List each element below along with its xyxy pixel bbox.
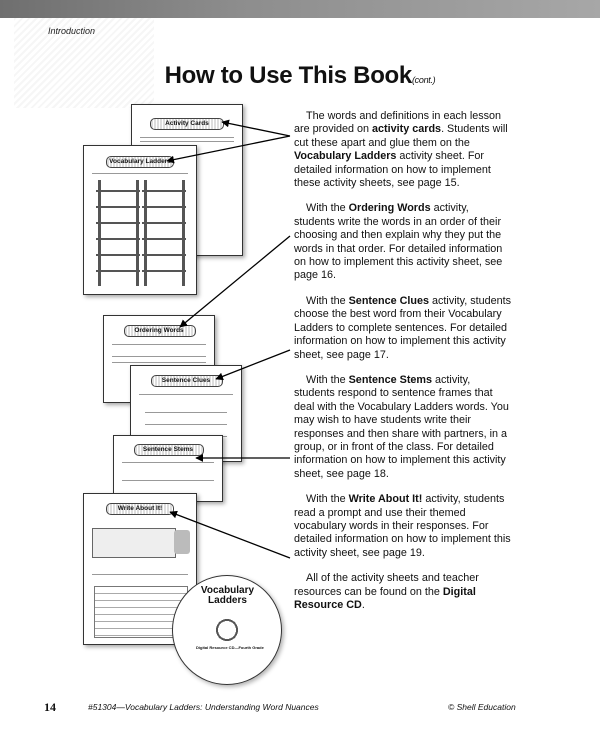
section-tag: Introduction — [48, 26, 96, 36]
sentence-clues-title: Sentence Clues — [161, 377, 211, 384]
ordering-words-title: Ordering Words — [134, 327, 184, 334]
paragraph-write-about: With the Write About It! activity, students read a prompt and use their themed vocabulary words in their responses. For detailed information on how to implement this activity sheet, see page 19. — [294, 493, 511, 559]
paragraph-ordering-words: With the Ordering Words activity, students write the words in an order of their choosing and then explain why they put the words in that order. For detailed information on how to implement this activity sheet, see page 16. — [294, 202, 503, 282]
footer-book-title: #51304—Vocabulary Ladders: Understanding Word Nuances — [88, 702, 319, 712]
title-cont: (cont.) — [411, 75, 436, 85]
arrow-write-about — [170, 512, 290, 558]
write-about-title: Write About It! — [117, 505, 163, 512]
page-number: 14 — [44, 700, 56, 714]
footer-publisher: © Shell Education — [448, 702, 516, 712]
title-main: How to Use This Book — [164, 62, 412, 89]
activity-cards-title: Activity Cards — [165, 120, 209, 127]
cd-subtitle: Digital Resource CD—Fourth Grade — [196, 645, 264, 650]
paragraph-digital-cd: All of the activity sheets and teacher resources can be found on the Digital Resource CD. — [294, 572, 479, 611]
body-text — [294, 110, 512, 624]
paragraph-sentence-clues: With the Sentence Clues activity, students choose the best word from their Vocabulary Ladders to complete sentences. For detailed information on how to implement this activity sheet, see page 17. — [294, 294, 512, 361]
arrow-vocab-ladders — [167, 136, 290, 161]
arrow-sentence-clues — [216, 350, 290, 379]
arrow-ordering-words — [180, 236, 290, 327]
paragraph-activity-cards: The words and definitions in each lesson are provided on activity cards. Students will cut these apart and glue them on the Vocabulary Ladders activity sheet. For detailed information on how to implement these activity sheets, see page 15. — [294, 110, 508, 190]
sentence-stems-title: Sentence Stems — [142, 446, 194, 453]
cd-title: Vocabulary Ladders — [200, 585, 255, 606]
paragraph-sentence-stems: With the Sentence Stems activity, students respond to sentence frames that deal with the Vocabulary Ladders words. You may wish to have students write their responses and then share with partners, in a group, or in front of the class. For detailed information on how to implement this activity sheet, see page 18. — [294, 373, 509, 480]
vocab-ladders-title: Vocabulary Ladders — [109, 158, 171, 165]
arrow-activity-cards — [222, 122, 290, 136]
